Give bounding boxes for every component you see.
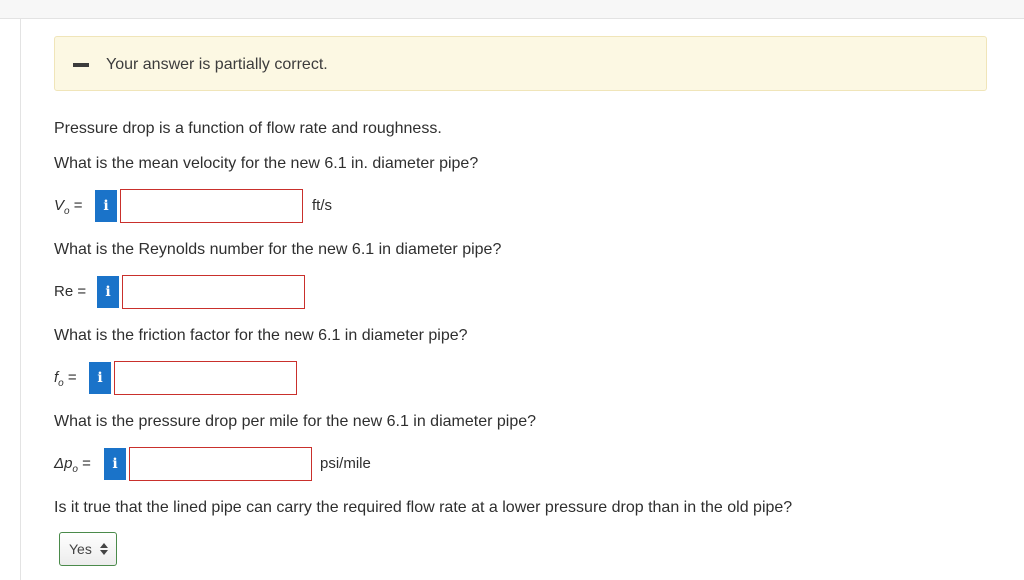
velocity-info-icon[interactable]: i: [95, 190, 117, 222]
velocity-unit: ft/s: [312, 197, 333, 214]
pressure-drop-label: $\Delta p_o$ =: [54, 455, 91, 475]
question-pressure-drop: What is the pressure drop per mile for the new 6.1 in diameter pipe?: [54, 413, 537, 430]
question-reynolds: What is the Reynolds number for the new 6.1 in diameter pipe?: [54, 241, 502, 258]
velocity-input[interactable]: [120, 189, 303, 223]
question-intro: Pressure drop is a function of flow rate and roughness.: [54, 120, 442, 137]
friction-info-icon[interactable]: i: [89, 362, 111, 394]
reynolds-label: Re =: [54, 283, 87, 300]
up-down-arrows-icon: [100, 541, 108, 557]
reynolds-input[interactable]: [122, 275, 305, 309]
question-friction: What is the friction factor for the new 6.1 in diameter pipe?: [54, 327, 468, 344]
velocity-label: $V_o$ =: [54, 197, 83, 217]
question-velocity: What is the mean velocity for the new 6.1 in. diameter pipe?: [54, 155, 479, 172]
feedback-banner: [54, 36, 987, 91]
friction-label: $f_o$ =: [54, 369, 77, 389]
friction-input[interactable]: [114, 361, 297, 395]
pressure-drop-info-icon[interactable]: i: [104, 448, 126, 480]
question-lined-pipe: Is it true that the lined pipe can carry the required flow rate at a lower pressure drop than in the old pipe?: [54, 499, 793, 516]
partial-dash-icon: [73, 63, 89, 67]
answer-select[interactable]: [59, 532, 117, 566]
answer-select-value: Yes: [69, 541, 92, 557]
pressure-drop-unit: psi/mile: [320, 455, 371, 472]
reynolds-info-icon[interactable]: i: [97, 276, 119, 308]
pressure-drop-input[interactable]: [129, 447, 312, 481]
feedback-message: Your answer is partially correct.: [106, 56, 328, 73]
top-strip: [0, 0, 1024, 19]
